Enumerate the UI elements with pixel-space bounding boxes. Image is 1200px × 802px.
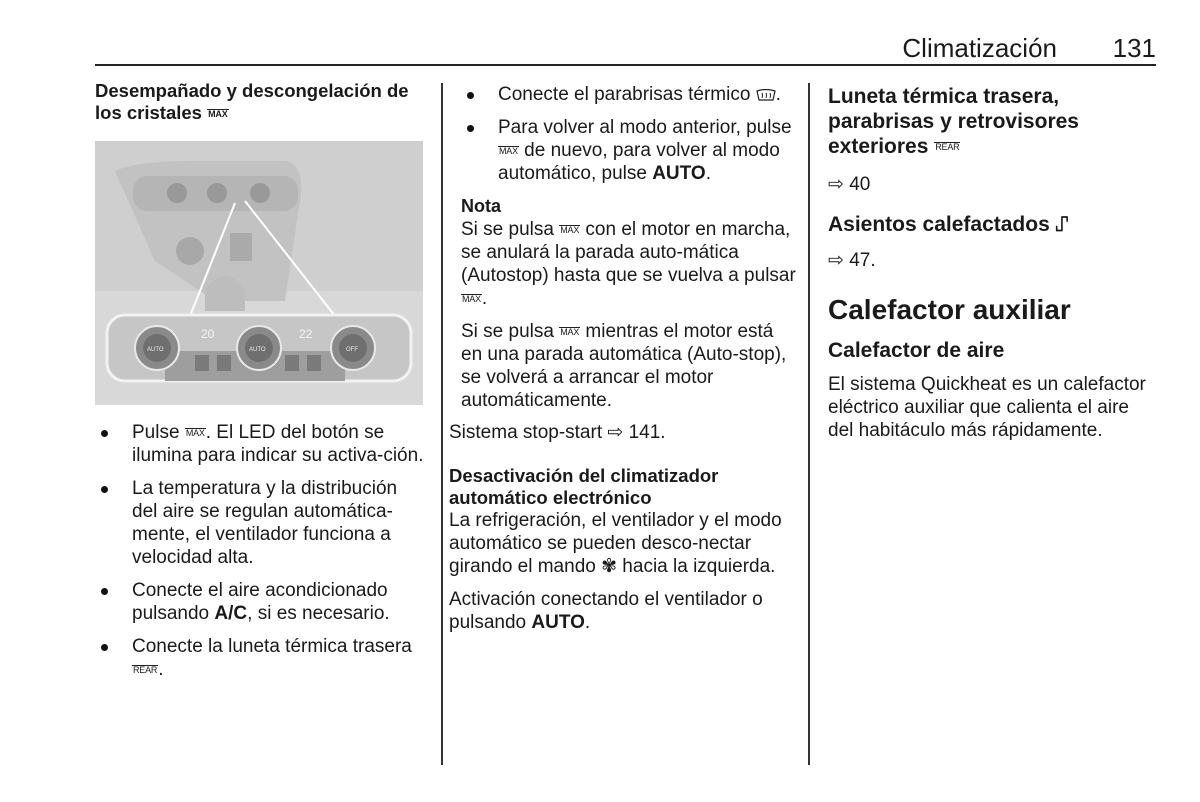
air-heater-paragraph: El sistema Quickheat es un calefactor eléctrico auxiliar que calienta el aire del habitáculo más rápidamente. [828,374,1146,441]
list-item: Conecte el parabrisas térmico . [461,83,796,106]
deactivation-paragraph: La refrigeración, el ventilador y el modo automático se pueden desco-nectar girando el mando ✾ hacia la izquierda. [449,510,782,577]
list-item: La temperatura y la distribución del aire se regulan automática-mente, el ventilador funciona a velocidad alta. [95,477,425,569]
column-2 [449,83,796,634]
max-defrost-icon: MAX [560,224,580,235]
bullet-icon [101,430,108,437]
max-defrost-icon: MAX [560,326,580,337]
page-reference-icon: ⇨ [828,250,844,271]
page-reference-icon: ⇨ [828,174,844,195]
bullet-icon [101,588,108,595]
max-defrost-icon: MAX [185,427,205,438]
temp-right-readout: 22 [299,327,313,341]
section-heading-aux-heater: Calefactor auxiliar [828,294,1071,325]
stop-start-reference: Sistema stop-start ⇨ 141. [449,422,666,443]
column-3 [828,84,1158,442]
section-heading-air-heater: Calefactor de aire [828,339,1005,362]
activation-paragraph: Activación conectando el ventilador o pulsando AUTO. [449,589,763,633]
page-reference-icon: ⇨ [607,422,624,443]
page-number: 131 [1112,33,1156,63]
column-divider-2 [808,83,810,765]
defrost-steps-continued [461,83,796,185]
note-paragraph-2: Si se pulsa MAX mientras el motor está en una parada automática (Auto-stop), se volverá a arrancar el motor automáticamente. [461,321,787,411]
rear-window-reference: ⇨ 40 [828,174,871,195]
climate-panel-drawing [95,141,423,405]
climate-control-illustration [95,141,423,405]
section-heading-heated-seats: Asientos calefactados ⑀ [828,213,1069,236]
column-1 [95,80,425,124]
max-defrost-icon: MAX [208,109,228,120]
max-defrost-icon: MAX [499,145,518,156]
list-item: Conecte la luneta térmica trasera REAR. [95,635,425,681]
heated-seat-icon: ⑀ [1055,213,1069,236]
page-header-title: Climatización [902,33,1057,63]
column-1-bullets [95,421,425,691]
knob-right-label: OFF [346,347,358,353]
defrost-steps-list [95,421,425,681]
rear-defrost-icon: REAR [133,664,158,675]
bullet-icon [467,92,474,99]
knob-left-label: AUTO [147,347,164,353]
heated-seats-reference: ⇨ 47. [828,250,876,271]
temp-left-readout: 20 [201,327,215,341]
section-heading-defrost: Desempañado y descongelación de los cristales MAX [95,80,409,123]
list-item: Para volver al modo anterior, pulse MAX de nuevo, para volver al modo automático, pulse AUTO. [461,116,796,185]
note-paragraph-1: Si se pulsa MAX con el motor en marcha, se anulará la parada auto-mática (Autostop) hasta que se vuelva a pulsar MAX. [461,219,796,309]
section-heading-deactivation: Desactivación del climatizador automático electrónico [449,465,719,508]
column-divider-1 [441,83,443,765]
bullet-icon [101,486,108,493]
note-title: Nota [461,196,501,216]
bullet-icon [467,125,474,132]
list-item: Pulse MAX. El LED del botón se ilumina para indicar su activa-ción. [95,421,425,467]
bullet-icon [101,644,108,651]
max-defrost-icon: MAX [462,293,481,304]
rear-defrost-icon: REAR [935,142,960,153]
list-item: Conecte el aire acondicionado pulsando A/C, si es necesario. [95,579,425,625]
heated-windscreen-icon [756,89,776,101]
header-rule [95,64,1156,66]
fan-icon: ✾ [601,556,618,577]
section-heading-rear-window: Luneta térmica trasera, parabrisas y retrovisores exteriores REAR [828,85,1079,158]
knob-center-label: AUTO [249,347,266,353]
